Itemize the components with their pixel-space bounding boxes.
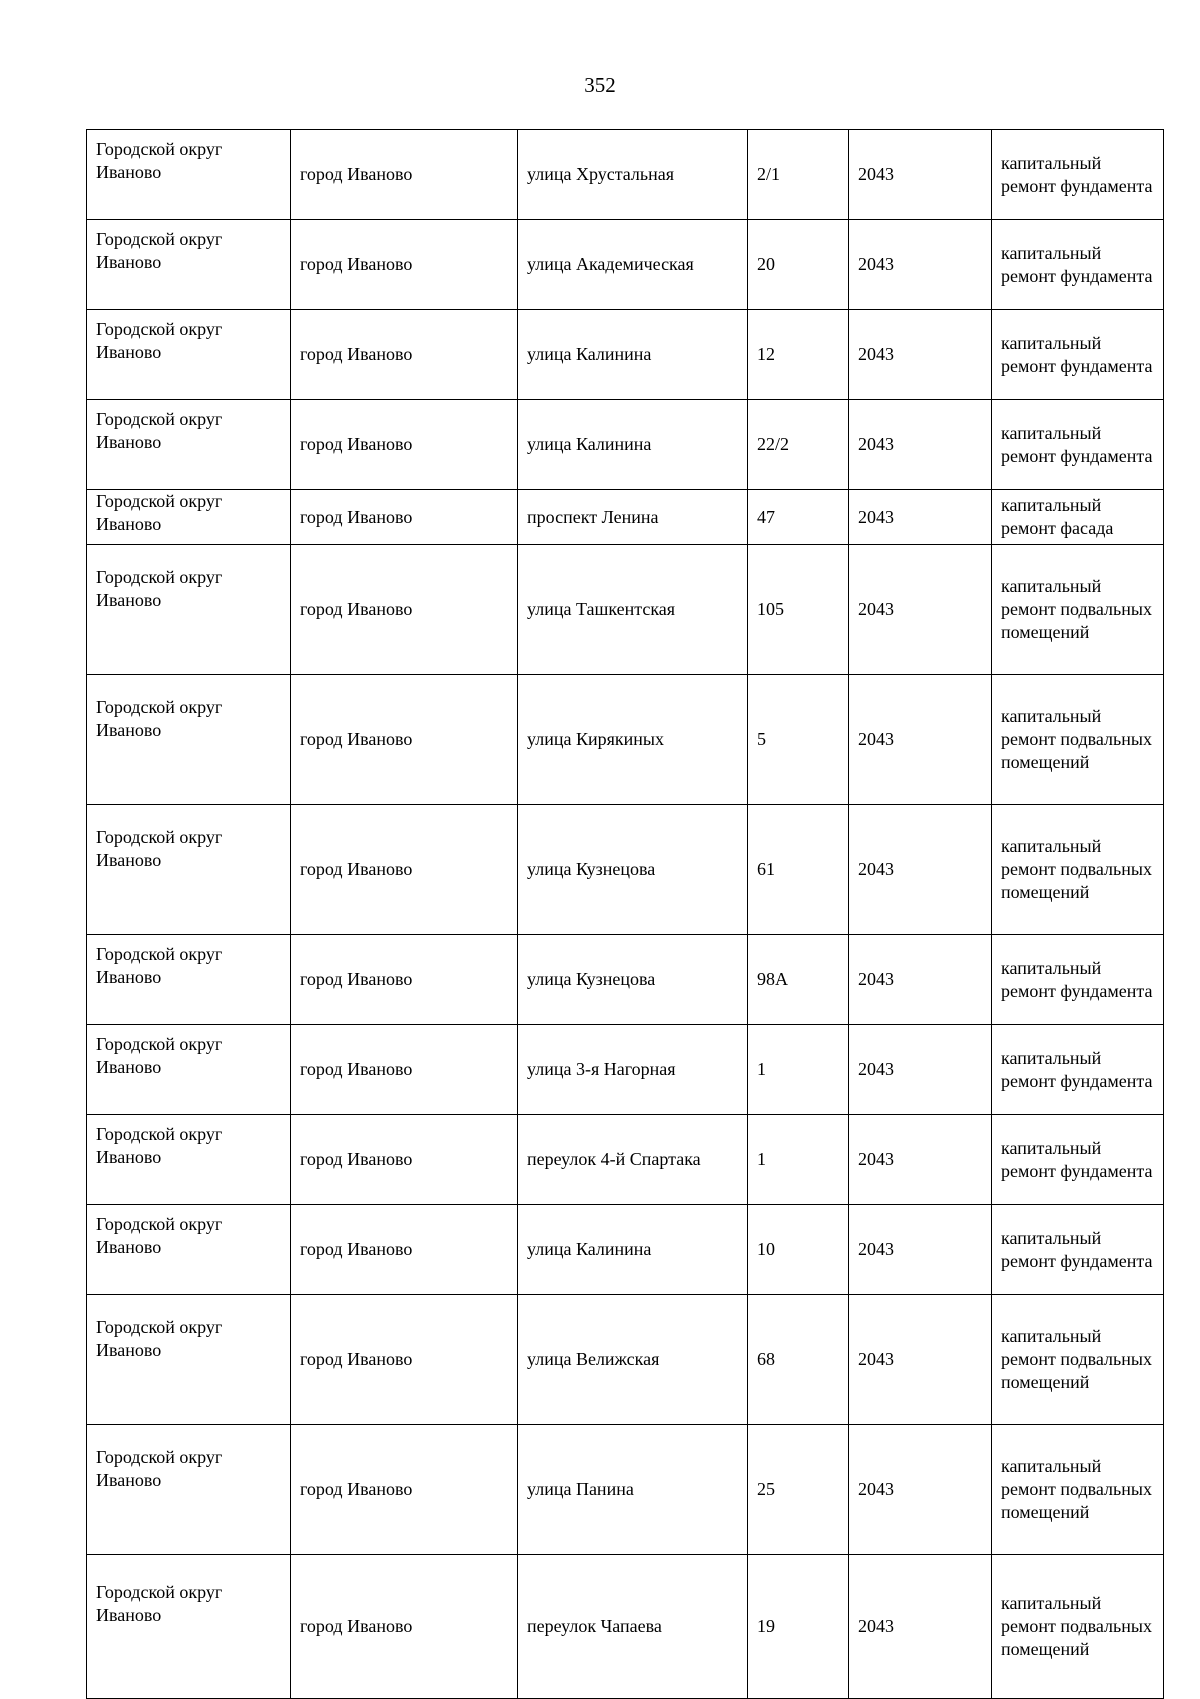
cell-year: 2043	[849, 1555, 992, 1699]
cell-house-number: 25	[748, 1425, 849, 1555]
cell-settlement: город Иваново	[291, 310, 518, 400]
cell-street: улица Калинина	[518, 400, 748, 490]
cell-settlement: город Иваново	[291, 545, 518, 675]
cell-settlement: город Иваново	[291, 935, 518, 1025]
table-row	[87, 1115, 1164, 1205]
cell-district: Городской округ Иваново	[87, 1025, 291, 1115]
table-row	[87, 1425, 1164, 1555]
cell-house-number: 22/2	[748, 400, 849, 490]
cell-street: улица Кузнецова	[518, 805, 748, 935]
cell-work-type: капитальный ремонт фундамента	[992, 400, 1164, 490]
cell-district: Городской округ Иваново	[87, 220, 291, 310]
table-row	[87, 1205, 1164, 1295]
table-row	[87, 935, 1164, 1025]
cell-street: улица Академическая	[518, 220, 748, 310]
cell-street: улица Калинина	[518, 1205, 748, 1295]
cell-year: 2043	[849, 400, 992, 490]
cell-settlement: город Иваново	[291, 1205, 518, 1295]
cell-work-type: капитальный ремонт подвальных помещений	[992, 1425, 1164, 1555]
cell-year: 2043	[849, 935, 992, 1025]
cell-year: 2043	[849, 1425, 992, 1555]
cell-work-type: капитальный ремонт фундамента	[992, 935, 1164, 1025]
cell-year: 2043	[849, 1205, 992, 1295]
cell-house-number: 5	[748, 675, 849, 805]
table-body	[87, 130, 1164, 1699]
cell-year: 2043	[849, 675, 992, 805]
cell-district: Городской округ Иваново	[87, 400, 291, 490]
cell-street: улица Кузнецова	[518, 935, 748, 1025]
cell-settlement: город Иваново	[291, 130, 518, 220]
cell-house-number: 61	[748, 805, 849, 935]
page-number: 352	[584, 73, 616, 97]
cell-house-number: 10	[748, 1205, 849, 1295]
cell-district: Городской округ Иваново	[87, 490, 291, 545]
cell-year: 2043	[849, 1295, 992, 1425]
cell-work-type: капитальный ремонт подвальных помещений	[992, 1295, 1164, 1425]
cell-street: улица Кирякиных	[518, 675, 748, 805]
cell-settlement: город Иваново	[291, 490, 518, 545]
cell-settlement: город Иваново	[291, 1555, 518, 1699]
cell-year: 2043	[849, 1115, 992, 1205]
cell-house-number: 68	[748, 1295, 849, 1425]
cell-district: Городской округ Иваново	[87, 805, 291, 935]
cell-district: Городской округ Иваново	[87, 935, 291, 1025]
cell-work-type: капитальный ремонт подвальных помещений	[992, 805, 1164, 935]
cell-year: 2043	[849, 130, 992, 220]
cell-street: улица Велижская	[518, 1295, 748, 1425]
cell-work-type: капитальный ремонт фундамента	[992, 1115, 1164, 1205]
cell-district: Городской округ Иваново	[87, 130, 291, 220]
cell-street: улица Ташкентская	[518, 545, 748, 675]
cell-house-number: 1	[748, 1115, 849, 1205]
cell-district: Городской округ Иваново	[87, 1205, 291, 1295]
cell-house-number: 105	[748, 545, 849, 675]
table-row	[87, 675, 1164, 805]
cell-house-number: 47	[748, 490, 849, 545]
cell-house-number: 2/1	[748, 130, 849, 220]
cell-street: переулок 4-й Спартака	[518, 1115, 748, 1205]
cell-settlement: город Иваново	[291, 1115, 518, 1205]
cell-settlement: город Иваново	[291, 1025, 518, 1115]
cell-district: Городской округ Иваново	[87, 1295, 291, 1425]
cell-district: Городской округ Иваново	[87, 1425, 291, 1555]
table-row	[87, 220, 1164, 310]
housing-repair-table	[86, 129, 1164, 1699]
cell-settlement: город Иваново	[291, 805, 518, 935]
cell-work-type: капитальный ремонт подвальных помещений	[992, 675, 1164, 805]
table-row	[87, 310, 1164, 400]
table-row	[87, 805, 1164, 935]
cell-district: Городской округ Иваново	[87, 1115, 291, 1205]
table-row	[87, 130, 1164, 220]
cell-settlement: город Иваново	[291, 400, 518, 490]
cell-work-type: капитальный ремонт фундамента	[992, 310, 1164, 400]
cell-year: 2043	[849, 545, 992, 675]
cell-house-number: 12	[748, 310, 849, 400]
cell-settlement: город Иваново	[291, 220, 518, 310]
cell-work-type: капитальный ремонт фундамента	[992, 1025, 1164, 1115]
table-row	[87, 545, 1164, 675]
cell-year: 2043	[849, 490, 992, 545]
cell-year: 2043	[849, 1025, 992, 1115]
cell-district: Городской округ Иваново	[87, 1555, 291, 1699]
cell-settlement: город Иваново	[291, 1295, 518, 1425]
cell-work-type: капитальный ремонт фасада	[992, 490, 1164, 545]
table-row	[87, 1025, 1164, 1115]
cell-settlement: город Иваново	[291, 1425, 518, 1555]
cell-street: улица Хрустальная	[518, 130, 748, 220]
cell-year: 2043	[849, 310, 992, 400]
cell-settlement: город Иваново	[291, 675, 518, 805]
cell-work-type: капитальный ремонт фундамента	[992, 130, 1164, 220]
cell-year: 2043	[849, 805, 992, 935]
cell-year: 2043	[849, 220, 992, 310]
cell-house-number: 98А	[748, 935, 849, 1025]
cell-work-type: капитальный ремонт подвальных помещений	[992, 545, 1164, 675]
cell-district: Городской округ Иваново	[87, 310, 291, 400]
cell-district: Городской округ Иваново	[87, 675, 291, 805]
cell-street: проспект Ленина	[518, 490, 748, 545]
cell-house-number: 1	[748, 1025, 849, 1115]
table-row	[87, 1295, 1164, 1425]
cell-house-number: 19	[748, 1555, 849, 1699]
cell-work-type: капитальный ремонт фундамента	[992, 1205, 1164, 1295]
cell-work-type: капитальный ремонт подвальных помещений	[992, 1555, 1164, 1699]
cell-street: улица Панина	[518, 1425, 748, 1555]
cell-house-number: 20	[748, 220, 849, 310]
table-row	[87, 400, 1164, 490]
cell-district: Городской округ Иваново	[87, 545, 291, 675]
table-row	[87, 1555, 1164, 1699]
table-row	[87, 490, 1164, 545]
cell-work-type: капитальный ремонт фундамента	[992, 220, 1164, 310]
cell-street: улица Калинина	[518, 310, 748, 400]
cell-street: улица 3-я Нагорная	[518, 1025, 748, 1115]
cell-street: переулок Чапаева	[518, 1555, 748, 1699]
